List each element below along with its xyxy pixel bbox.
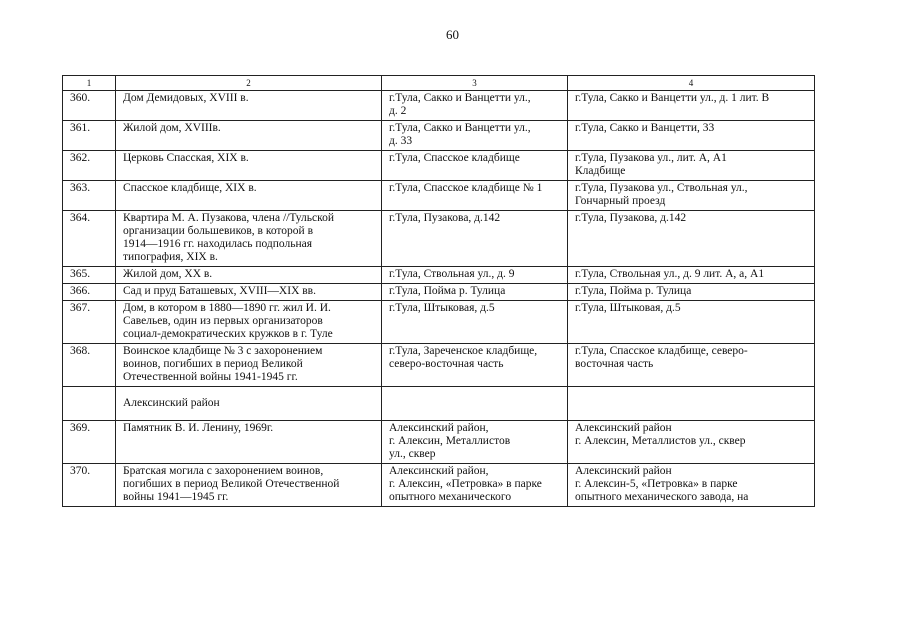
table-row	[63, 344, 815, 387]
table-body-main	[63, 91, 815, 387]
row-number: 363.	[63, 181, 116, 211]
page-number: 60	[446, 27, 459, 42]
address-cell: г.Тула, Штыковая, д.5	[568, 301, 815, 344]
address-cell: Алексинский район, г. Алексин, Металлистов ул., сквер	[382, 421, 568, 464]
address-cell: г.Тула, Ствольная ул., д. 9	[382, 267, 568, 284]
address-cell: г.Тула, Спасское кладбище № 1	[382, 181, 568, 211]
object-name: Дом, в котором в 1880—1890 гг. жил И. И. Савельев, один из первых организаторов социал-демократических кружков в г. Туле	[116, 301, 382, 344]
object-name: Жилой дом, XX в.	[116, 267, 382, 284]
object-name: Церковь Спасская, XIX в.	[116, 151, 382, 181]
table-row	[63, 301, 815, 344]
table-row	[63, 151, 815, 181]
row-number: 370.	[63, 464, 116, 507]
object-name: Жилой дом, XVIIIв.	[116, 121, 382, 151]
table-row	[63, 421, 815, 464]
row-number: 360.	[63, 91, 116, 121]
column-header-address-a: 3	[382, 76, 568, 91]
object-name: Воинское кладбище № 3 с захоронением воинов, погибших в период Великой Отечественной войны 1941-1945 гг.	[116, 344, 382, 387]
object-name: Сад и пруд Баташевых, XVIII—XIX вв.	[116, 284, 382, 301]
address-cell: г.Тула, Ствольная ул., д. 9 лит. А, а, А1	[568, 267, 815, 284]
address-cell: г.Тула, Сакко и Ванцетти ул., д. 2	[382, 91, 568, 121]
table-row	[63, 284, 815, 301]
column-header-number: 1	[63, 76, 116, 91]
row-number: 366.	[63, 284, 116, 301]
table-body-after	[63, 421, 815, 507]
address-cell: г.Тула, Пойма р. Тулица	[382, 284, 568, 301]
address-cell: г.Тула, Пузакова, д.142	[568, 211, 815, 267]
section-title: Алексинский район	[116, 387, 382, 421]
table-row	[63, 181, 815, 211]
section-empty-cell	[382, 387, 568, 421]
address-cell: г.Тула, Пузакова ул., Ствольная ул., Гончарный проезд	[568, 181, 815, 211]
address-cell: г.Тула, Пузакова, д.142	[382, 211, 568, 267]
object-name: Дом Демидовых, XVIII в.	[116, 91, 382, 121]
address-cell: г.Тула, Спасское кладбище	[382, 151, 568, 181]
address-cell: г.Тула, Штыковая, д.5	[382, 301, 568, 344]
section-row	[63, 387, 815, 421]
table-section	[63, 387, 815, 421]
address-cell: Алексинский район, г. Алексин, «Петровка» в парке опытного механического	[382, 464, 568, 507]
row-number: 368.	[63, 344, 116, 387]
object-name: Спасское кладбище, XIX в.	[116, 181, 382, 211]
row-number: 365.	[63, 267, 116, 284]
address-cell: Алексинский район г. Алексин, Металлистов ул., сквер	[568, 421, 815, 464]
address-cell: г.Тула, Пойма р. Тулица	[568, 284, 815, 301]
row-number: 369.	[63, 421, 116, 464]
column-header-address-b: 4	[568, 76, 815, 91]
table-row	[63, 464, 815, 507]
address-cell: г.Тула, Сакко и Ванцетти, 33	[568, 121, 815, 151]
table-row	[63, 121, 815, 151]
table-row	[63, 91, 815, 121]
row-number: 361.	[63, 121, 116, 151]
section-number-cell	[63, 387, 116, 421]
table-row	[63, 267, 815, 284]
address-cell: г.Тула, Спасское кладбище, северо- восточная часть	[568, 344, 815, 387]
address-cell: г.Тула, Сакко и Ванцетти ул., д. 1 лит. В	[568, 91, 815, 121]
row-number: 362.	[63, 151, 116, 181]
object-name: Памятник В. И. Ленину, 1969г.	[116, 421, 382, 464]
row-number: 367.	[63, 301, 116, 344]
heritage-registry-table	[62, 75, 815, 507]
address-cell: Алексинский район г. Алексин-5, «Петровка» в парке опытного механического завода, на	[568, 464, 815, 507]
address-cell: г.Тула, Пузакова ул., лит. А, А1 Кладбище	[568, 151, 815, 181]
object-name: Квартира М. А. Пузакова, члена //Тульской организации большевиков, в которой в 1914—1916 гг. находилась подпольная типография, XIX в.	[116, 211, 382, 267]
object-name: Братская могила с захоронением воинов, погибших в период Великой Отечественной войны 1941—1945 гг.	[116, 464, 382, 507]
row-number: 364.	[63, 211, 116, 267]
address-cell: г.Тула, Зареченское кладбище, северо-восточная часть	[382, 344, 568, 387]
section-empty-cell	[568, 387, 815, 421]
table-row	[63, 211, 815, 267]
address-cell: г.Тула, Сакко и Ванцетти ул., д. 33	[382, 121, 568, 151]
column-header-name: 2	[116, 76, 382, 91]
table-header-row	[63, 76, 815, 91]
